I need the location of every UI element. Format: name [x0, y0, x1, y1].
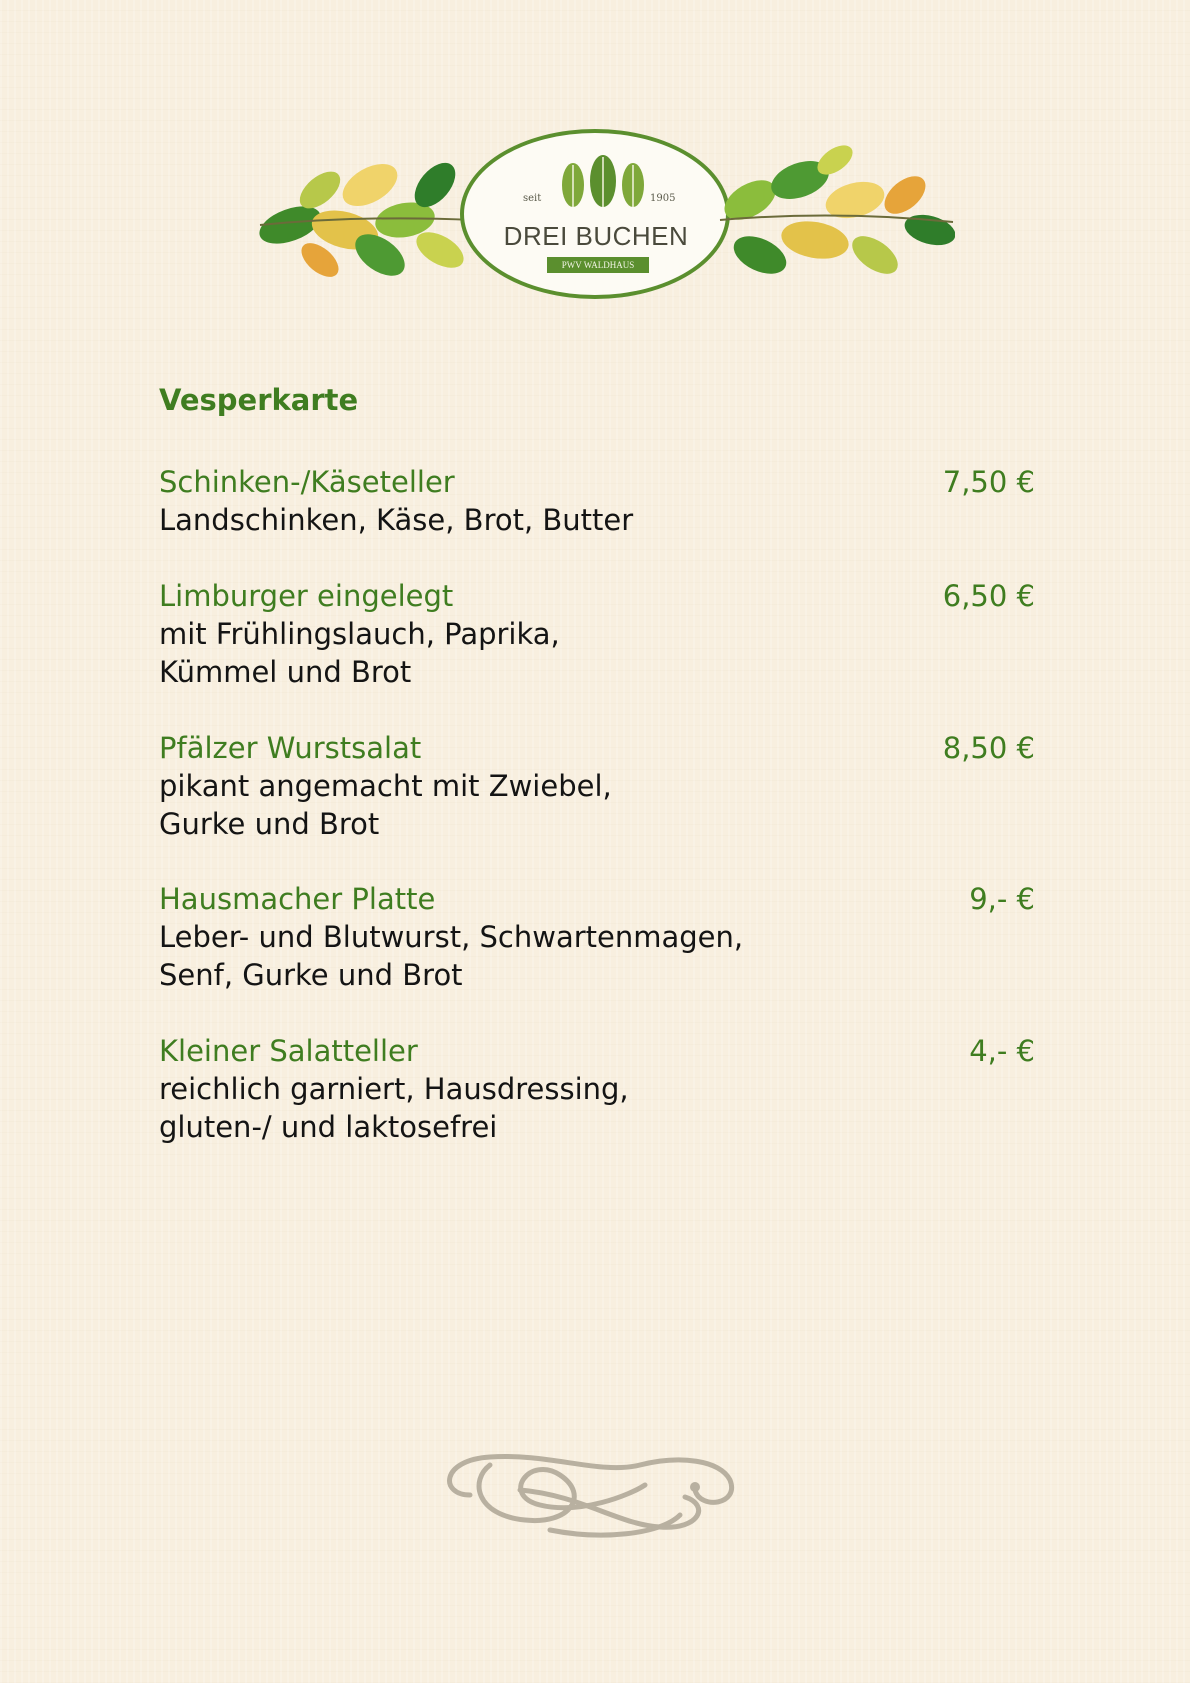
- menu-item-name: Limburger eingelegt: [159, 579, 454, 613]
- menu-item-price: 7,50 €: [942, 465, 1035, 499]
- menu-item-description: Leber- und Blutwurst, Schwartenmagen, Senf, Gurke und Brot: [159, 920, 744, 992]
- menu-item-price: 8,50 €: [942, 731, 1035, 765]
- menu-item-name: Schinken-/Käseteller: [159, 465, 455, 499]
- menu-item: [159, 1032, 1035, 1146]
- menu-title: Vesperkarte: [159, 383, 359, 417]
- menu-item: [159, 577, 1035, 691]
- menu-item-price: 4,- €: [969, 1034, 1035, 1068]
- menu-item-price: 9,- €: [969, 882, 1035, 916]
- menu-item: [159, 729, 1035, 843]
- menu-item: [159, 880, 1035, 994]
- logo-seit-text: seit: [523, 193, 542, 204]
- menu-item-description: mit Frühlingslauch, Paprika, Kümmel und Brot: [159, 617, 560, 689]
- menu-item-description: Landschinken, Käse, Brot, Butter: [159, 503, 634, 537]
- flourish-ornament-icon: [430, 1435, 760, 1545]
- menu-item-name: Pfälzer Wurstsalat: [159, 731, 422, 765]
- logo-year-text: 1905: [650, 193, 676, 204]
- menu-item-name: Hausmacher Platte: [159, 882, 436, 916]
- beech-trees-icon: [553, 153, 653, 213]
- menu-item-description: pikant angemacht mit Zwiebel, Gurke und Brot: [159, 769, 612, 841]
- logo-name: DREI BUCHEN: [503, 221, 689, 251]
- menu-item-description: reichlich garniert, Hausdressing, gluten-/ und laktosefrei: [159, 1072, 629, 1144]
- restaurant-logo: [250, 125, 956, 305]
- leaf-garland-left-icon: [250, 145, 480, 285]
- menu-item-price: 6,50 €: [942, 579, 1035, 613]
- menu-item-name: Kleiner Salatteller: [159, 1034, 418, 1068]
- logo-subtitle: PWV WALDHAUS: [547, 257, 649, 273]
- leaf-garland-right-icon: [715, 140, 955, 290]
- menu-item: [159, 463, 1035, 539]
